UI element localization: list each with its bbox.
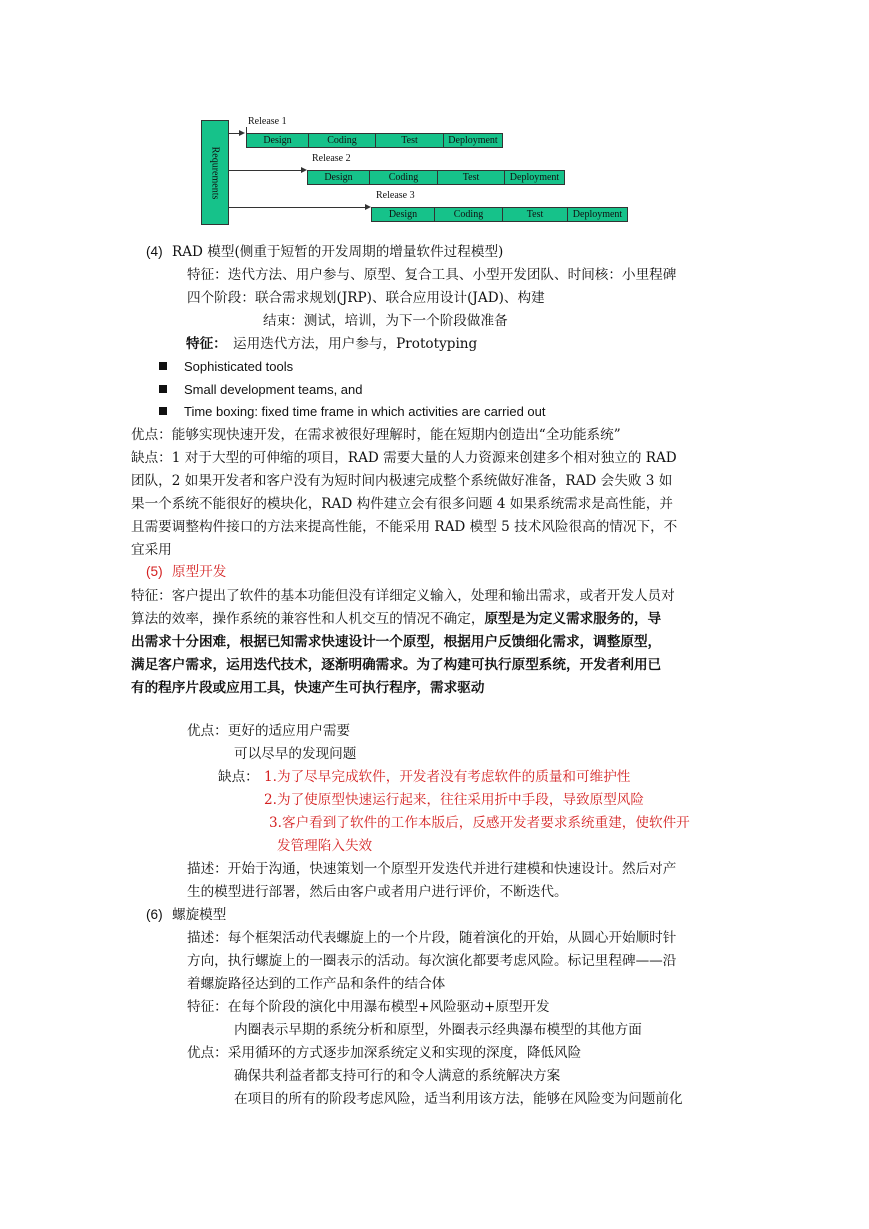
spiral-desc-3: 着螺旋路径达到的工作产品和条件的结合体	[187, 976, 446, 992]
release-3-coding: Coding	[434, 207, 503, 222]
proto-desc-1: 描述：开始于沟通，快速策划一个原型开发迭代并进行建模和快速设计。然后对产	[187, 861, 677, 877]
bullet-icon	[159, 362, 167, 370]
proto-line-3: 出需求十分困难，根据已知需求快速设计一个原型，根据用户反馈细化需求，调整原型，	[131, 634, 662, 650]
spiral-heading: 螺旋模型	[172, 907, 227, 923]
arrow-1	[239, 130, 245, 136]
rad-bullet-3: Time boxing: fixed time frame in which activities are carried out	[184, 404, 546, 419]
proto-desc-2: 生的模型进行部署，然后由客户或者用户进行评价，不断迭代。	[187, 884, 568, 900]
proto-heading-num: (5)	[146, 564, 163, 579]
rad-feature2-label: 特征：	[186, 336, 227, 352]
proto-line-1: 特征：客户提出了软件的基本功能但没有详细定义输入，处理和输出需求，或者开发人员对	[131, 588, 675, 604]
release-2-label: Release 2	[312, 153, 351, 164]
release-1-coding: Coding	[308, 133, 376, 148]
rad-cons-2: 团队，2 如果开发者和客户没有为短时间内极速完成整个系统做好准备，RAD 会失败 3 如	[131, 473, 673, 489]
proto-line-2	[131, 609, 661, 629]
requirements-box: Requrements	[201, 120, 229, 225]
proto-cons-3b: 发管理陷入失效	[277, 838, 373, 854]
proto-line-2-bold: 原型是为定义需求服务的，导	[484, 611, 662, 627]
release-2-deployment: Deployment	[504, 170, 565, 185]
rad-bullet-1: Sophisticated tools	[184, 359, 294, 374]
release-3-label: Release 3	[376, 190, 415, 201]
proto-pros-1: 优点：更好的适应用户需要	[187, 723, 351, 739]
proto-heading: 原型开发	[172, 564, 227, 580]
spiral-feat-2: 内圈表示早期的系统分析和原型，外圈表示经典瀑布模型的其他方面	[234, 1022, 642, 1038]
rad-heading: RAD 模型(侧重于短暂的开发周期的增量软件过程模型)	[172, 244, 504, 260]
bullet-icon	[159, 385, 167, 393]
proto-cons-2: 2.为了使原型快速运行起来，往往采用折中手段，导致原型风险	[264, 792, 644, 808]
rad-stages: 四个阶段：联合需求规划(JRP)、联合应用设计(JAD)、构建	[187, 290, 545, 306]
release-1-label: Release 1	[248, 116, 287, 127]
rad-end: 结束：测试，培训，为下一个阶段做准备	[263, 313, 508, 329]
bullet-icon	[159, 407, 167, 415]
proto-pros-2: 可以尽早的发现问题	[234, 746, 357, 762]
spiral-pros-1: 优点：采用循环的方式逐步加深系统定义和实现的深度，降低风险	[187, 1045, 582, 1061]
rad-bullet-2: Small development teams, and	[184, 382, 363, 397]
release-3-deployment: Deployment	[567, 207, 628, 222]
proto-cons-label: 缺点：	[218, 769, 259, 785]
connector-2	[229, 170, 303, 171]
proto-cons-1: 1.为了尽早完成软件，开发者没有考虑软件的质量和可维护性	[264, 769, 631, 785]
release-1-test: Test	[375, 133, 444, 148]
proto-line-2-normal: 算法的效率，操作系统的兼容性和人机交互的情况不确定，	[131, 611, 485, 627]
release-2-design: Design	[307, 170, 370, 185]
rad-feature: 特征：迭代方法、用户参与、原型、复合工具、小型开发团队、时间核：小里程碑	[187, 267, 677, 283]
release-1-deployment: Deployment	[443, 133, 503, 148]
connector-3	[229, 207, 367, 208]
spiral-heading-num: (6)	[146, 907, 163, 922]
release-3-test: Test	[502, 207, 568, 222]
spiral-pros-2: 确保共利益者都支持可行的和令人满意的系统解决方案	[234, 1068, 561, 1084]
proto-line-4: 满足客户需求，运用迭代技术，逐渐明确需求。为了构建可执行原型系统，开发者利用已	[131, 657, 662, 673]
rad-cons-5: 宜采用	[131, 542, 172, 558]
release-1-design: Design	[246, 133, 309, 148]
release-2-test: Test	[437, 170, 505, 185]
spiral-feat-1: 特征：在每个阶段的演化中用瀑布模型+风险驱动+原型开发	[187, 999, 550, 1015]
rad-cons-1: 缺点：1 对于大型的可伸缩的项目，RAD 需要大量的人力资源来创建多个相对独立的 RAD	[131, 450, 677, 466]
proto-line-5: 有的程序片段或应用工具，快速产生可执行程序，需求驱动	[131, 680, 485, 696]
rad-pros: 优点：能够实现快速开发，在需求被很好理解时，能在短期内创造出“全功能系统”	[131, 427, 621, 443]
release-2-coding: Coding	[369, 170, 438, 185]
release-3-design: Design	[371, 207, 435, 222]
rad-feature2-text: 运用迭代方法，用户参与，Prototyping	[233, 336, 478, 352]
proto-cons-3: 3.客户看到了软件的工作本版后，反感开发者要求系统重建，使软件开	[269, 815, 690, 831]
spiral-pros-3: 在项目的所有的阶段考虑风险，适当利用该方法，能够在风险变为问题前化	[234, 1091, 683, 1107]
spiral-desc-1: 描述：每个框架活动代表螺旋上的一个片段，随着演化的开始，从圆心开始顺时针	[187, 930, 677, 946]
spiral-desc-2: 方向，执行螺旋上的一圈表示的活动。每次演化都要考虑风险。标记里程碑——沿	[187, 953, 677, 969]
rad-cons-4: 且需要调整构件接口的方法来提高性能，不能采用 RAD 模型 5 技术风险很高的情况下，不	[131, 519, 678, 535]
rad-cons-3: 果一个系统不能很好的模块化，RAD 构件建立会有很多问题 4 如果系统需求是高性能，并	[131, 496, 673, 512]
rad-heading-num: (4)	[146, 244, 163, 259]
